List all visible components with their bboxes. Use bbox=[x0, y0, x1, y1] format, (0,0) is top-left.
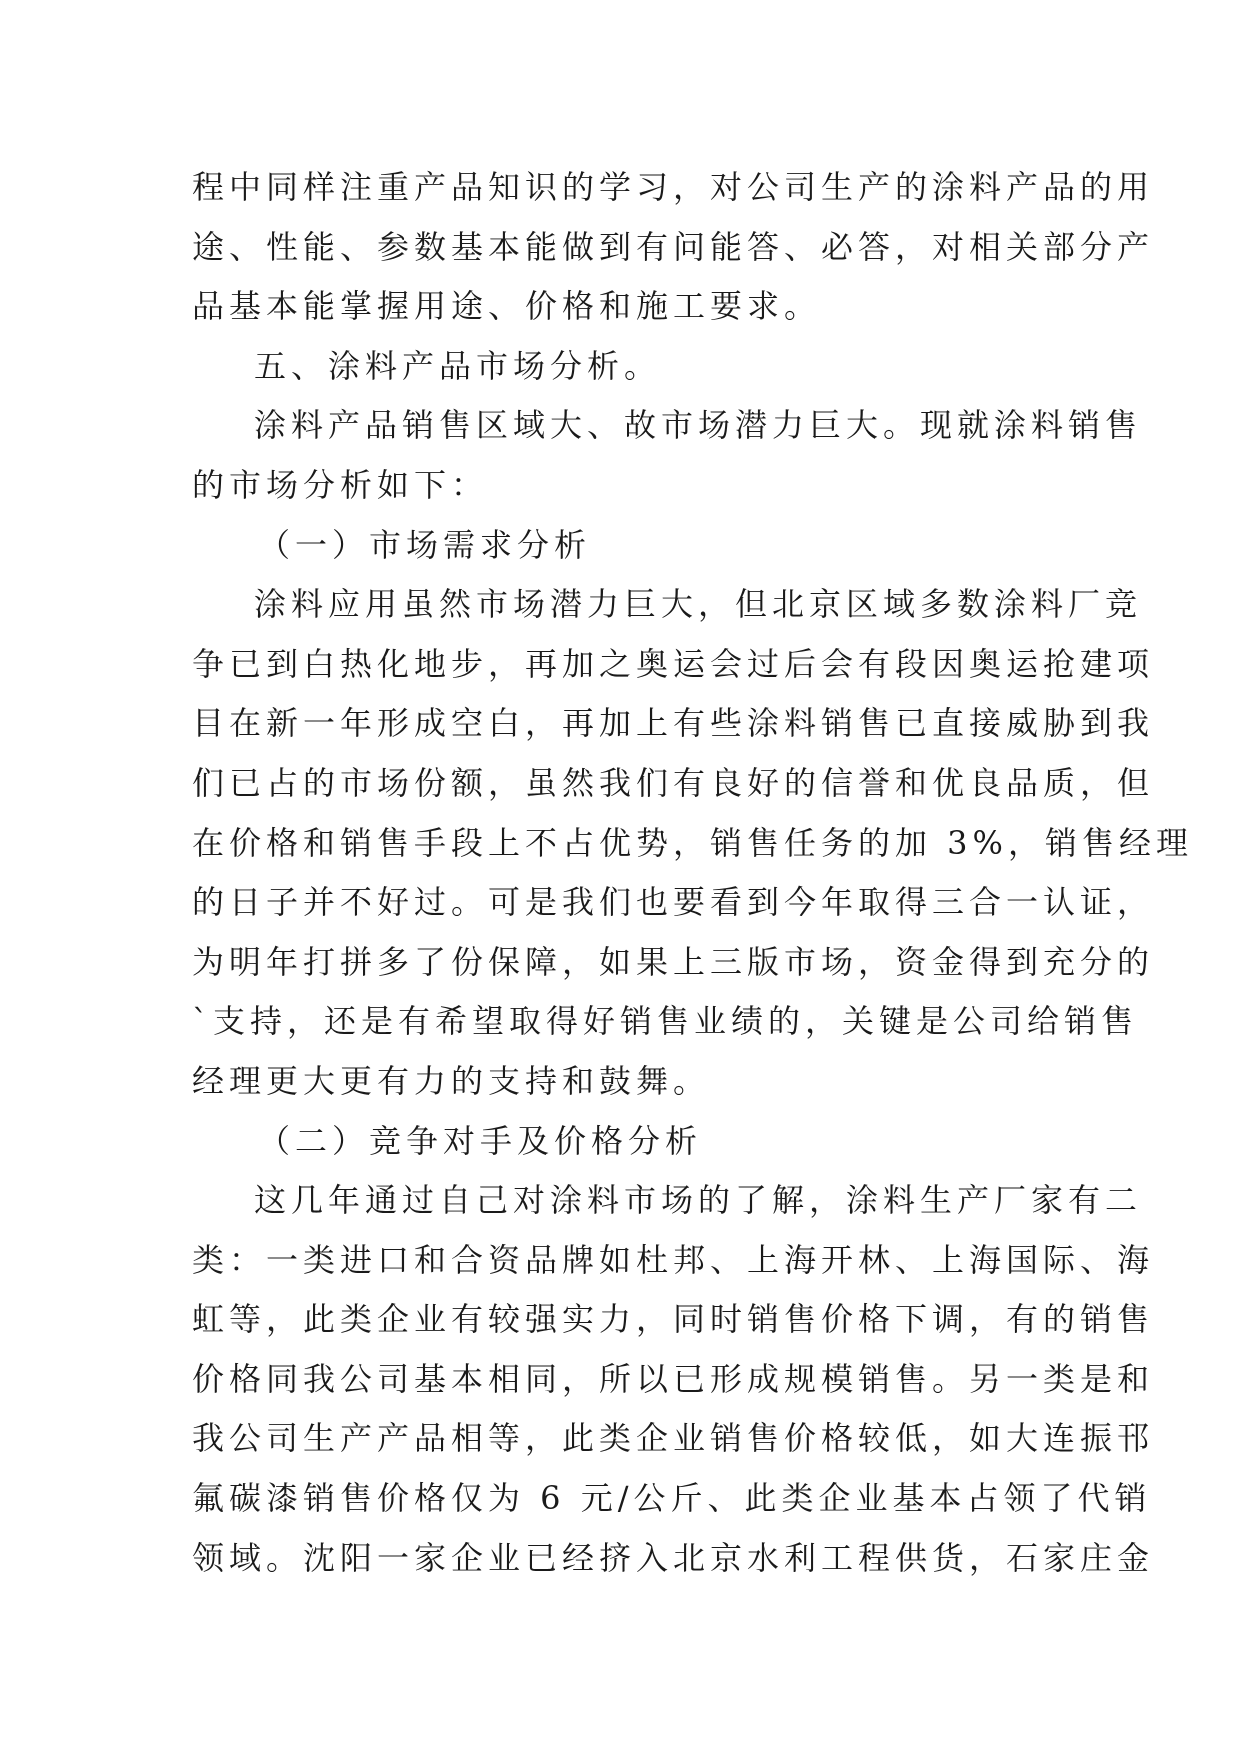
text-line: `支持，还是有希望取得好销售业绩的，关键是公司给销售 bbox=[192, 1002, 1139, 1041]
text-line: 五、涂料产品市场分析。 bbox=[254, 346, 662, 385]
text-line: 涂料应用虽然市场潜力巨大，但北京区域多数涂料厂竞 bbox=[254, 585, 1143, 624]
text-line: 氟碳漆销售价格仅为 6 元/公斤、此类企业基本占领了代销 bbox=[192, 1479, 1152, 1518]
text-line: 在价格和销售手段上不占优势，销售任务的加 3%，销售经理 bbox=[192, 823, 1193, 862]
text-line: 这几年通过自己对涂料市场的了解，涂料生产厂家有二 bbox=[254, 1181, 1143, 1220]
text-line: 经理更大更有力的支持和鼓舞。 bbox=[192, 1061, 711, 1100]
text-line: 们已占的市场份额，虽然我们有良好的信誉和优良品质，但 bbox=[192, 763, 1155, 802]
text-line: 虹等，此类企业有较强实力，同时销售价格下调，有的销售 bbox=[192, 1300, 1155, 1339]
text-line: （一）市场需求分析 bbox=[258, 525, 592, 564]
text-line: （二）竞争对手及价格分析 bbox=[258, 1121, 703, 1160]
text-line: 我公司生产产品相等，此类企业销售价格较低，如大连振邗 bbox=[192, 1419, 1155, 1458]
text-line: 为明年打拼多了份保障，如果上三版市场，资金得到充分的 bbox=[192, 942, 1155, 981]
text-line: 程中同样注重产品知识的学习，对公司生产的涂料产品的用 bbox=[192, 168, 1155, 206]
text-line: 目在新一年形成空白，再加上有些涂料销售已直接威胁到我 bbox=[192, 704, 1155, 743]
text-line: 的日子并不好过。可是我们也要看到今年取得三合一认证， bbox=[192, 883, 1155, 922]
text-line: 类：一类进口和合资品牌如杜邦、上海开林、上海国际、海 bbox=[192, 1240, 1155, 1279]
text-line: 价格同我公司基本相同，所以已形成规模销售。另一类是和 bbox=[192, 1359, 1155, 1398]
text-line: 途、性能、参数基本能做到有问能答、必答，对相关部分产 bbox=[192, 227, 1155, 266]
text-line: 品基本能掌握用途、价格和施工要求。 bbox=[192, 287, 822, 326]
document-body bbox=[192, 158, 1193, 1588]
text-line: 涂料产品销售区域大、故市场潜力巨大。现就涂料销售 bbox=[254, 406, 1143, 445]
text-line: 争已到白热化地步，再加之奥运会过后会有段因奥运抢建项 bbox=[192, 644, 1155, 683]
text-line: 领域。沈阳一家企业已经挤入北京水利工程供货，石家庄金 bbox=[192, 1538, 1155, 1577]
text-line: 的市场分析如下： bbox=[192, 465, 489, 504]
